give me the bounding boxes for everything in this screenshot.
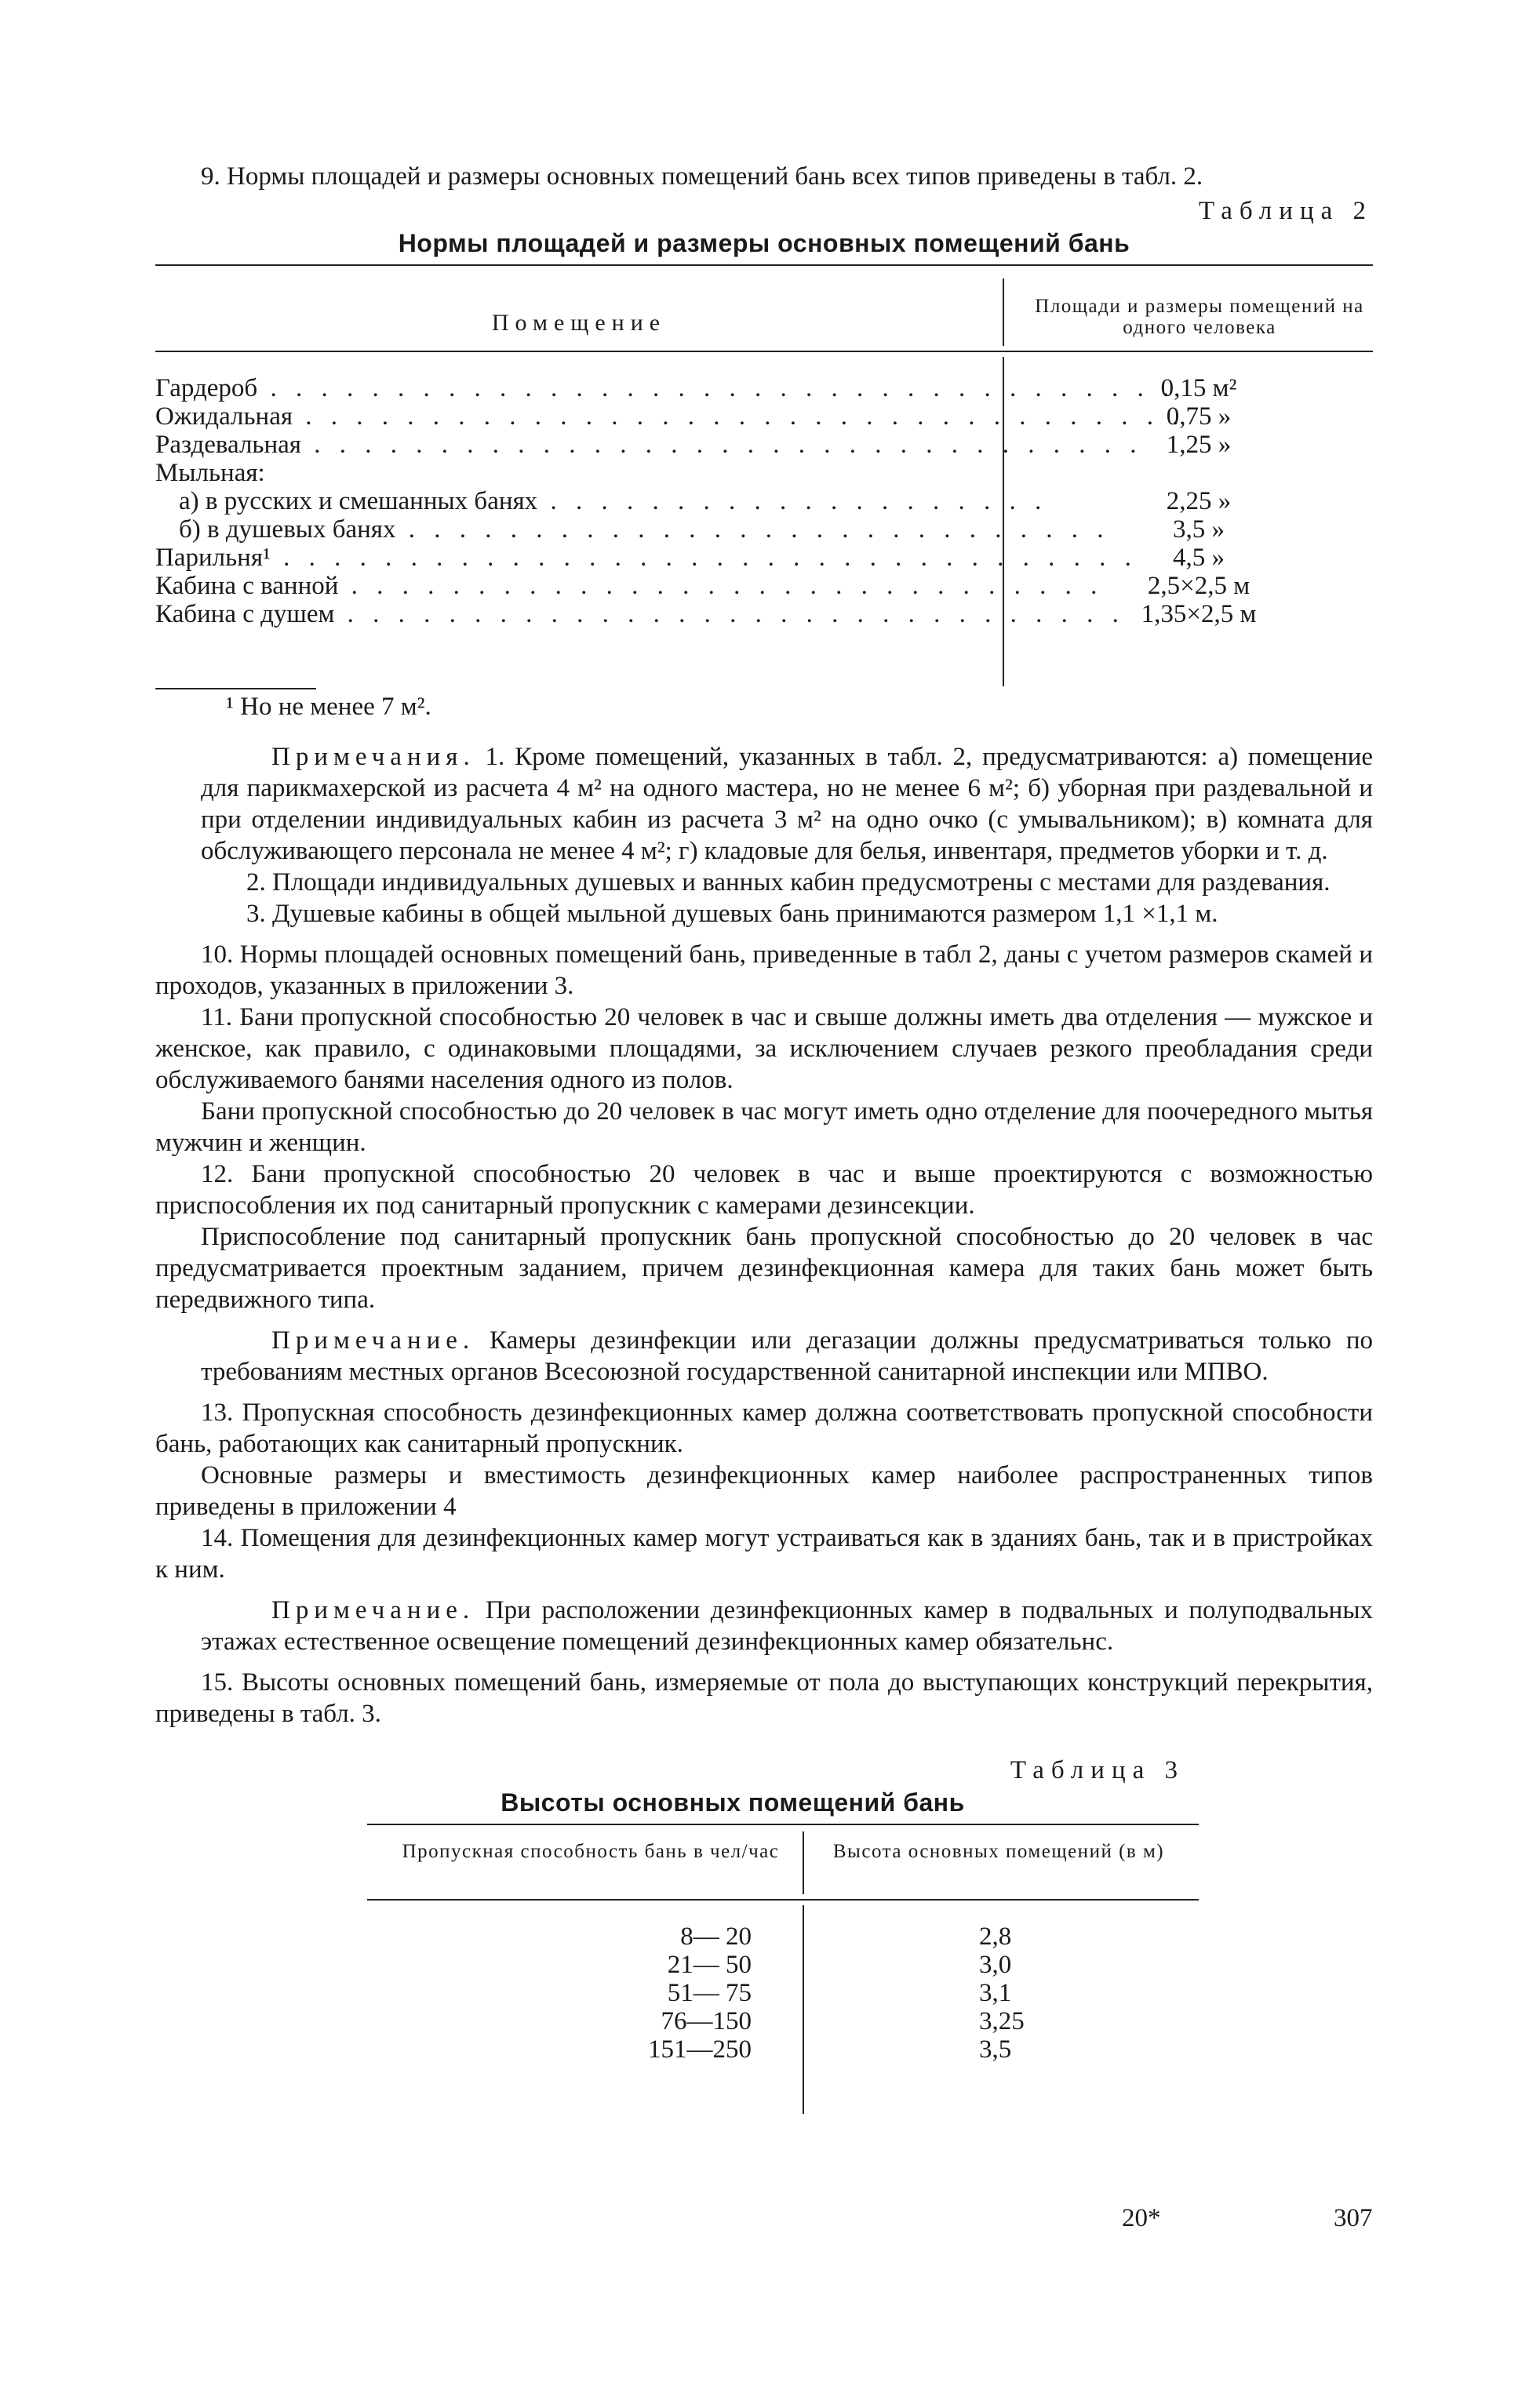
note-text: При расположении дезинфекционных камер в подвальных и полуподвальных этажах естественное освещение помещений дезинфекционных камер обязательнс. (201, 1596, 1373, 1656)
table-row: а) в русских и смешанных банях . . . . . . . . . . . . . . . . . . . . 2,25 » (155, 487, 1373, 515)
table-column-divider (1003, 278, 1004, 346)
table-2-title: Нормы площадей и размеры основных помещений бань (398, 229, 1130, 257)
note-label: Примечание. (271, 1326, 475, 1355)
page-number: 307 (1334, 2204, 1373, 2232)
capacity-cell: 8— 20 (680, 1922, 752, 1951)
row-name: Раздевальная (155, 431, 301, 459)
row-value: 3,5 » (1173, 515, 1225, 544)
table-rule-header (367, 1899, 1199, 1901)
table-column-divider (803, 1905, 804, 2114)
row-value: 0,15 м² (1160, 374, 1237, 402)
paragraph-13a: 13. Пропускная способность дезинфекционных камер должна соответствовать пропускной способности бань, работающих как санитарный пропускник. (155, 1399, 1373, 1458)
notes-1-item-3: 3. Душевые кабины в общей мыльной душевых бань принимаются размером 1,1 ×1,1 м. (246, 900, 1218, 928)
table-column-divider (803, 1831, 804, 1894)
table-2-footnote: ¹ Но не менее 7 м². (226, 693, 431, 721)
notes-label: Примечания. (271, 743, 475, 771)
table-2-caption: Таблица 2 (1198, 197, 1373, 225)
signature-mark: 20* (1122, 2204, 1161, 2232)
table-2 (155, 264, 1373, 704)
notes-1-item-1 (201, 741, 1373, 867)
paragraph-12a: 12. Бани пропускной способностью 20 человек в час и выше проектируются с возможностью приспособления их под санитарный пропускник с камерами дезинсекции. (155, 1160, 1373, 1220)
table-rule-top (367, 1824, 1199, 1825)
row-value: 2,5×2,5 м (1147, 572, 1251, 600)
table-3-caption: Таблица 3 (1010, 1756, 1185, 1784)
height-cell: 3,25 (979, 2007, 1025, 2035)
note-label: Примечание. (271, 1596, 475, 1624)
row-value: 4,5 » (1173, 544, 1225, 572)
capacity-cell: 76—150 (661, 2007, 752, 2035)
table-2-header-room: Помещение (491, 310, 667, 336)
paragraph-13b: Основные размеры и вместимость дезинфекционных камер наиболее распространенных типов приведены в приложении 4 (155, 1461, 1373, 1521)
height-cell: 3,5 (979, 2035, 1012, 2064)
table-row (155, 459, 1373, 487)
table-row: Раздевальная . . . . . . . . . . . . . . . . . . . . . . . . . . . . . . . . . 1,25 » (155, 431, 1373, 459)
row-name: а) в русских и смешанных банях (179, 487, 538, 515)
note-text: 1. Кроме помещений, указанных в табл. 2, предусматриваются: а) помещение для парикмахерской из расчета 4 м² на одного мастера, но не менее 6 м²; б) уборная при раздевальной и при отделении индивидуальных кабин из расчета 3 м² на одно очко (с умывальником); в) комната для обслуживающего персонала не менее 4 м²; г) кладовые для белья, инвентаря, предметов уборки и т. д. (201, 743, 1374, 865)
height-cell: 2,8 (979, 1922, 1012, 1951)
footnote-rule (155, 688, 316, 689)
paragraph-11a: 11. Бани пропускной способностью 20 человек в час и свыше должны иметь два отделения — мужское и женское, как правило, с одинаковыми площадями, за исключением случаев резкого преобладания среди обслуживаемого банями населения одного из полов. (155, 1003, 1373, 1094)
note-text: Камеры дезинфекции или дегазации должны предусматриваться только по требованиям местных органов Всесоюзной государственной санитарной инспекции или МПВО. (201, 1326, 1373, 1386)
row-value: 1,25 » (1166, 431, 1232, 459)
table-3-header-height: Высота основных помещений (в м) (832, 1841, 1165, 1862)
table-row: Парильня¹ . . . . . . . . . . . . . . . . . . . . . . . . . . . . . . . . . . 4,5 » (155, 544, 1373, 572)
table-row: Кабина с ванной . . . . . . . . . . . . . . . . . . . . . . . . . . . . . . 2,5×2,5 м (155, 572, 1373, 600)
table-3-header-capacity: Пропускная способность бань в чел/час (402, 1841, 780, 1862)
note-3 (201, 1595, 1373, 1657)
table-row: Гардероб . . . . . . . . . . . . . . . . . . . . . . . . . . . . . . . . . . . . 0,15 м² (155, 374, 1373, 402)
paragraph-9: 9. Нормы площадей и размеры основных помещений бань всех типов приведены в табл. 2. (201, 162, 1203, 191)
paragraph-14: 14. Помещения для дезинфекционных камер могут устраиваться как в зданиях бань, так и в пристройках к ним. (155, 1524, 1373, 1584)
table-rule-top (155, 264, 1373, 266)
note-2 (201, 1325, 1373, 1388)
table-2-header-area: Площади и размеры помещений на одного человека (1035, 296, 1364, 338)
row-name: Парильня¹ (155, 544, 271, 572)
capacity-cell: 21— 50 (667, 1951, 752, 1979)
row-value: 1,35×2,5 м (1141, 600, 1257, 628)
height-cell: 3,0 (979, 1951, 1012, 1979)
capacity-cell: 151—250 (648, 2035, 752, 2064)
paragraph-10: 10. Нормы площадей основных помещений бань, приведенные в табл 2, даны с учетом размеров скамей и проходов, указанных в приложении 3. (155, 940, 1373, 1000)
row-value: 0,75 » (1166, 402, 1232, 431)
row-name: Ожидальная (155, 402, 293, 431)
paragraph-11b: Бани пропускной способностью до 20 человек в час могут иметь одно отделение для поочередного мытья мужчин и женщин. (155, 1097, 1373, 1157)
capacity-cell: 51— 75 (667, 1979, 752, 2007)
table-row: б) в душевых банях . . . . . . . . . . . . . . . . . . . . . . . . . . . . 3,5 » (155, 515, 1373, 544)
row-name: Кабина с ванной (155, 572, 339, 600)
paragraph-15: 15. Высоты основных помещений бань, измеряемые от пола до выступающих конструкций перекрытия, приведены в табл. 3. (155, 1668, 1373, 1728)
row-value: 2,25 » (1166, 487, 1232, 515)
notes-1-item-2: 2. Площади индивидуальных душевых и ванных кабин предусмотрены с местами для раздевания. (246, 868, 1331, 897)
row-name: Кабина с душем (155, 600, 335, 628)
row-name: Мыльная: (155, 459, 265, 487)
height-cell: 3,1 (979, 1979, 1012, 2007)
table-3 (155, 1824, 1373, 2137)
paragraph-12b: Приспособление под санитарный пропускник бань пропускной способностью до 20 человек в час предусматривается проектным заданием, причем дезинфекционная камера для таких бань может быть передвижного типа. (155, 1223, 1373, 1314)
table-3-title: Высоты основных помещений бань (501, 1788, 965, 1817)
table-row: Кабина с душем . . . . . . . . . . . . . . . . . . . . . . . . . . . . . . . 1,35×2,5 м (155, 600, 1373, 628)
row-name: Гардероб (155, 374, 258, 402)
table-rule-header (155, 351, 1373, 352)
row-name: б) в душевых банях (179, 515, 396, 544)
page-content (155, 161, 1373, 2137)
table-row: Ожидальная . . . . . . . . . . . . . . . . . . . . . . . . . . . . . . . . . . . 0,75 » (155, 402, 1373, 431)
